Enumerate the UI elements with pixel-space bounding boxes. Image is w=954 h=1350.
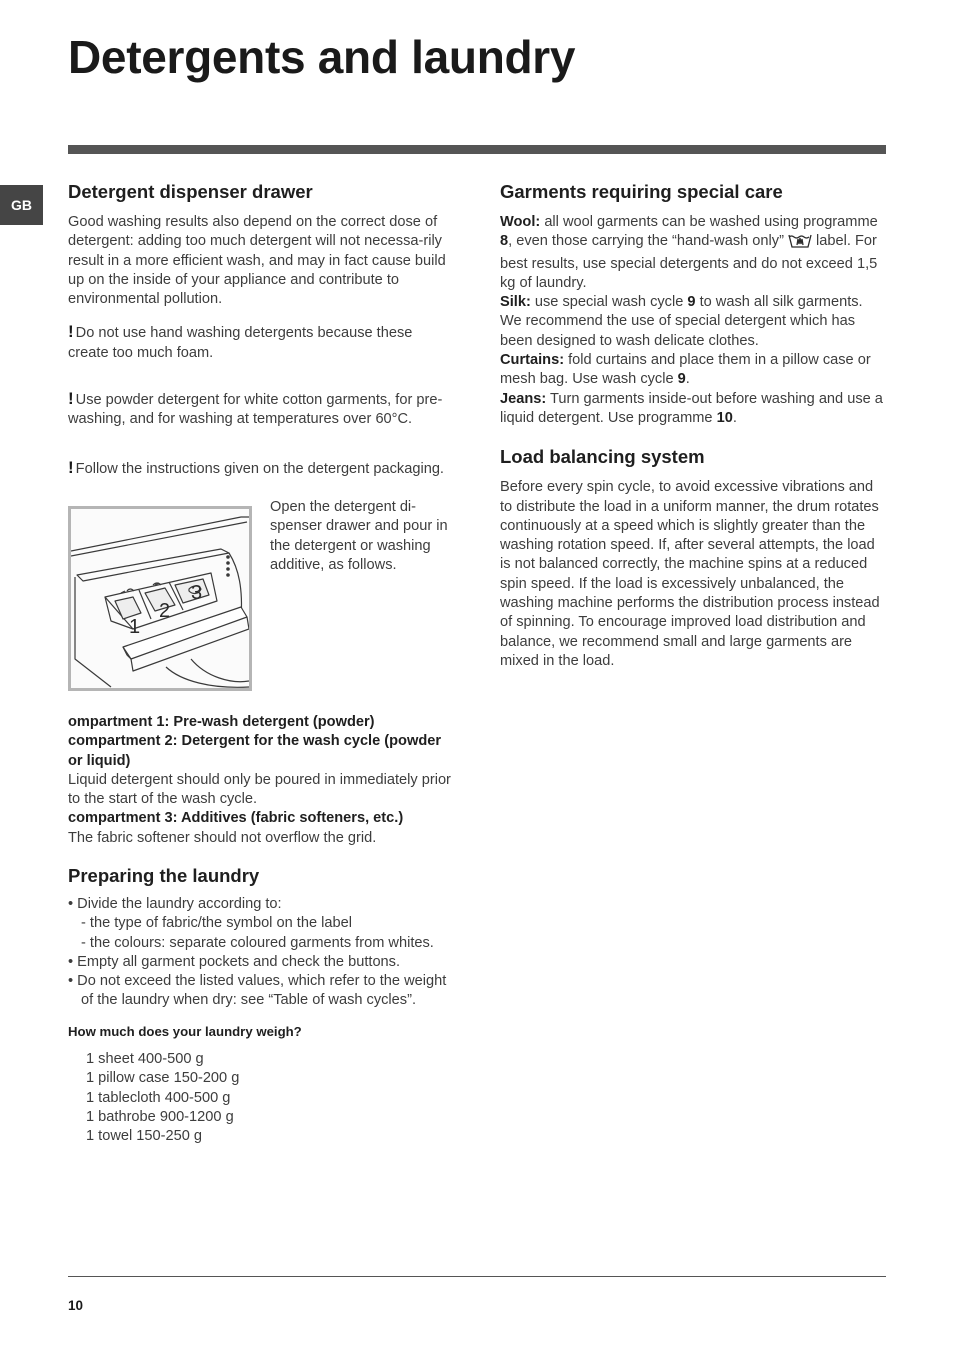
compartment-2-label: compartment 2: Detergent for the wash cycle (powder or liquid)	[68, 733, 442, 769]
wool-programme: 8	[500, 233, 509, 250]
page-title: Detergents and laundry	[68, 31, 576, 83]
compartment-3-label: compartment 3: Additives (fabric softeners, etc.)	[68, 810, 404, 827]
silk-programme: 9	[687, 294, 696, 311]
warning-icon: !	[68, 457, 74, 477]
list-item: • Divide the laundry according to:	[68, 896, 282, 912]
wool-text: , even those carrying the “hand-wash only”	[508, 233, 788, 250]
silk-label: Silk:	[500, 294, 531, 311]
figure-label-3: 3	[191, 582, 203, 604]
warning-text: Use powder detergent for white cotton garments, for pre-washing, and for washing at temperatures over 60°C.	[68, 392, 443, 428]
dispenser-drawer-illustration	[68, 506, 252, 691]
curtains-paragraph	[500, 351, 888, 390]
jeans-label: Jeans:	[500, 390, 547, 407]
wool-text: label. For best results, use special detergents and do not exceed 1,5 kg of laundry.	[500, 233, 878, 291]
warning-icon: !	[68, 389, 74, 409]
right-column	[500, 180, 888, 671]
warning-text: Follow the instructions given on the detergent packaging.	[75, 460, 444, 477]
special-care-heading: Garments requiring special care	[500, 181, 783, 202]
list-item: • Do not exceed the listed values, which refer to the weight of the laundry when dry: see “Table of wash cycles”.	[68, 973, 447, 1009]
curtains-label: Curtains:	[500, 352, 565, 369]
list-item: 1 sheet 400-500 g	[86, 1051, 204, 1068]
wool-label: Wool:	[500, 214, 541, 230]
preparing-list	[68, 895, 456, 1011]
compartment-3-note: The fabric softener should not overflow the grid.	[68, 829, 377, 846]
hand-wash-icon	[788, 232, 812, 254]
list-item: 1 pillow case 150-200 g	[86, 1070, 240, 1087]
preparing-heading: Preparing the laundry	[68, 865, 260, 886]
list-item: 1 towel 150-250 g	[86, 1128, 203, 1145]
silk-text: to wash all silk garments. We recommend the use of special detergent which has been designed to wash delicate clothes.	[500, 294, 863, 349]
jeans-text: Turn garments inside-out before washing and use a liquid detergent. Use programme	[500, 390, 883, 426]
list-item: 1 tablecloth 400-500 g	[86, 1089, 231, 1106]
silk-paragraph	[500, 293, 888, 351]
jeans-text: .	[732, 409, 737, 426]
warning-3	[68, 458, 456, 479]
compartment-2-note: Liquid detergent should only be poured in immediately prior to the start of the wash cycle.	[68, 771, 451, 808]
figure-label-2: 2	[159, 600, 171, 622]
weights-list	[68, 1050, 456, 1146]
dispenser-heading: Detergent dispenser drawer	[68, 181, 313, 202]
curtains-text: .	[685, 371, 690, 388]
figure-caption: Open the detergent di-spenser drawer and pour in the detergent or washing additive, as follows.	[270, 499, 448, 573]
weigh-heading: How much does your laundry weigh?	[68, 1023, 302, 1039]
list-item: - the colours: separate coloured garments from whites.	[81, 934, 434, 951]
compartment-1-label: ompartment 1: Pre-wash detergent (powder)	[68, 714, 375, 730]
warning-icon: !	[68, 322, 74, 342]
page-number: 10	[68, 1298, 84, 1313]
jeans-paragraph	[500, 390, 888, 429]
title-divider	[68, 145, 886, 154]
wool-text: all wool garments can be washed using programme	[540, 214, 878, 230]
load-balancing-text: Before every spin cycle, to avoid excessive vibrations and to distribute the load in a uniform manner, the drum rotates continuously at a speed which is slightly greater than the washing rotation speed. If, after several attempts, the load is not balanced correctly, the machine spins at a reduced spin speed. If the load is excessively unbalanced, the washing machine performs the distribution process instead of spinning. To encourage improved load distribution and balance, we recommend small and large garments are mixed in the load.	[500, 479, 880, 669]
compartment-list	[68, 713, 456, 848]
jeans-programme: 10	[716, 409, 733, 426]
preparing-section	[68, 864, 456, 1147]
list-item: • Empty all garment pockets and check the buttons.	[68, 953, 401, 970]
warning-1	[68, 322, 456, 363]
wool-paragraph	[500, 213, 888, 293]
dispenser-intro: Good washing results also depend on the correct dose of detergent: adding too much detergent will not necessa-rily result in a more efficient wash, and may in fact cause build up on the inside of your appliance and contribute to environmental pollution.	[68, 214, 446, 308]
curtains-programme: 9	[677, 371, 686, 388]
warning-2	[68, 389, 456, 430]
list-item: 1 bathrobe 900-1200 g	[86, 1108, 234, 1125]
list-item: - the type of fabric/the symbol on the label	[81, 915, 352, 932]
warning-text: Do not use hand washing detergents because these create too much foam.	[68, 325, 413, 361]
curtains-text: fold curtains and place them in a pillow case or mesh bag. Use wash cycle	[500, 352, 871, 388]
language-tab: GB	[0, 185, 43, 225]
left-column	[68, 180, 456, 479]
silk-text: use special wash cycle	[530, 294, 688, 311]
footer-divider	[68, 1276, 886, 1277]
figure-label-1: 1	[129, 616, 141, 638]
load-balancing-heading: Load balancing system	[500, 446, 705, 468]
